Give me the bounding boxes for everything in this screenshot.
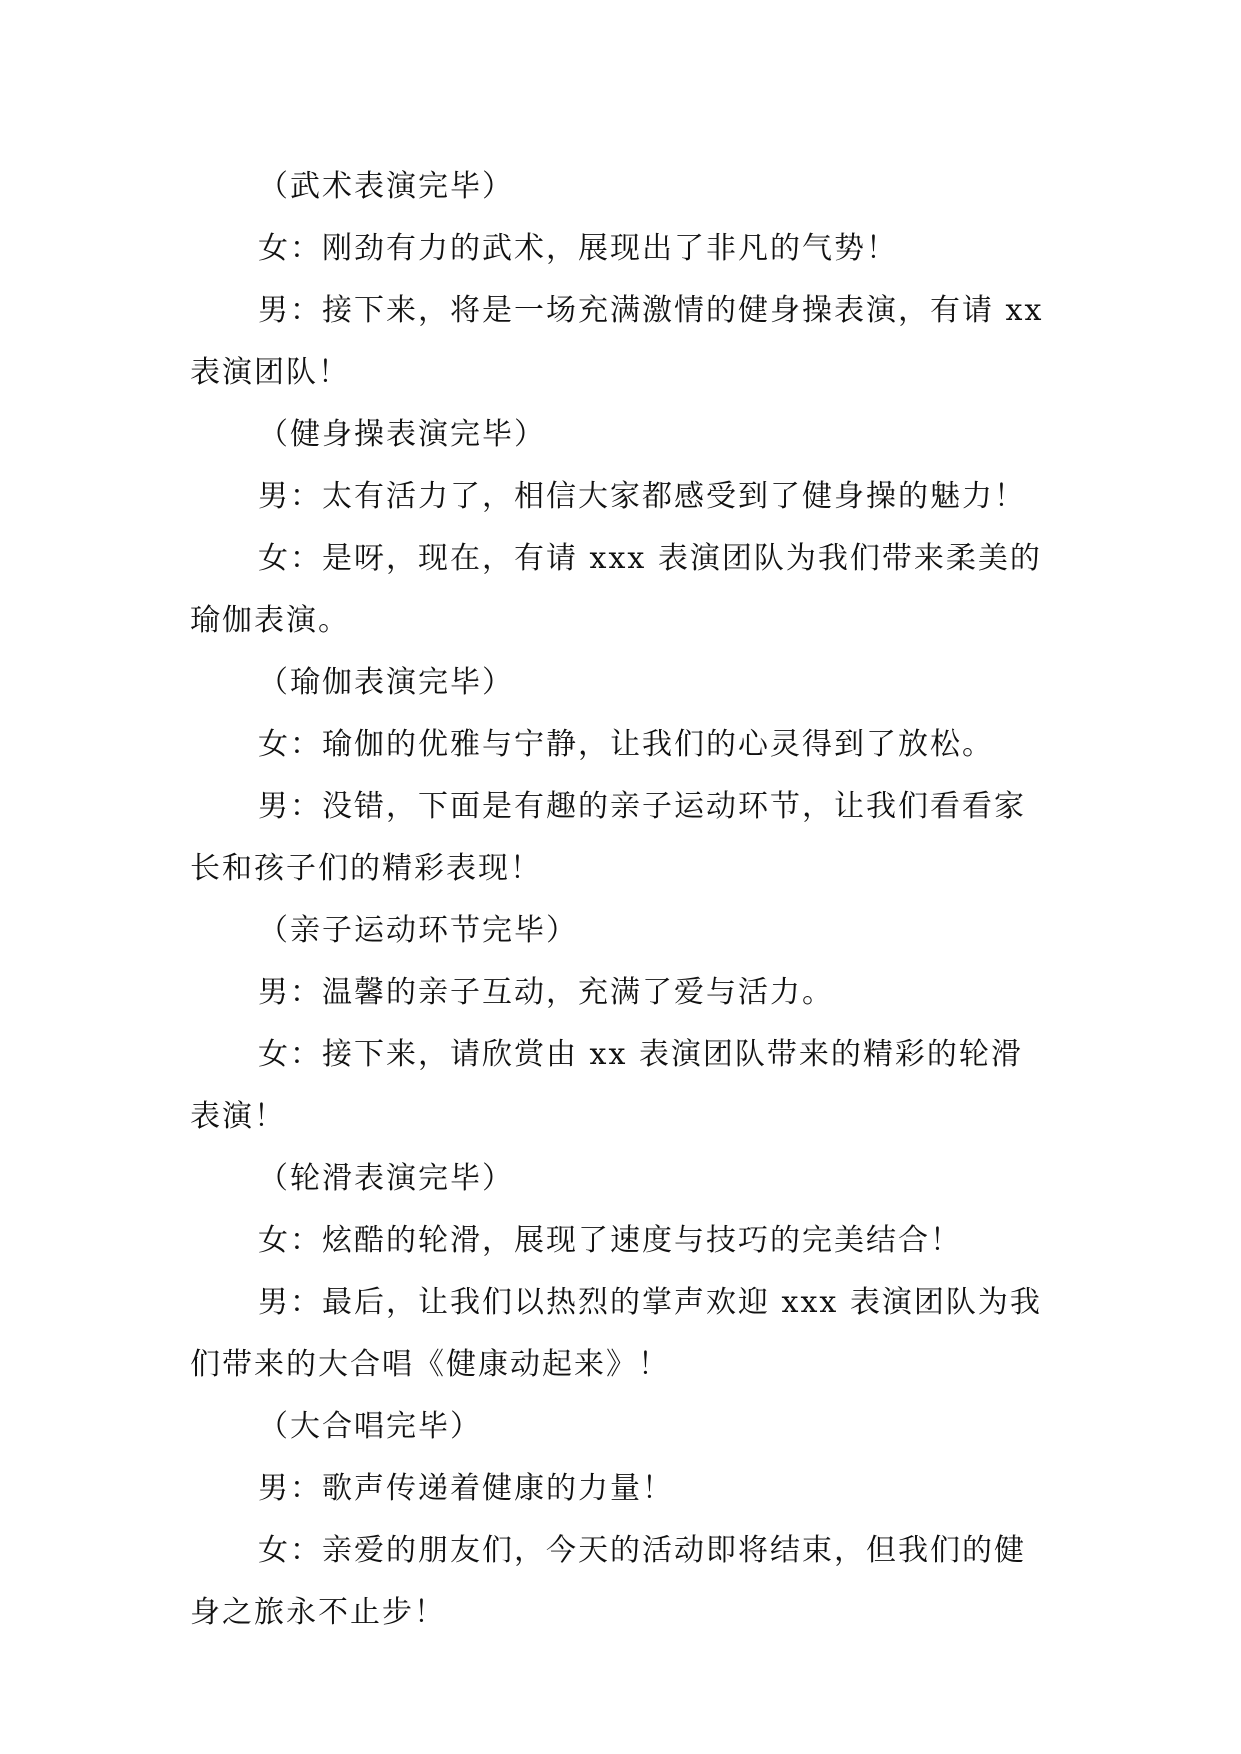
- stage-direction: （武术表演完毕）: [258, 169, 514, 204]
- dialogue-line: 男：歌声传递着健康的力量！: [258, 1471, 674, 1506]
- stage-direction: （瑜伽表演完毕）: [258, 665, 514, 700]
- dialogue-line: 女：亲爱的朋友们，今天的活动即将结束，但我们的健身之旅永不止步！: [190, 1533, 1026, 1630]
- stage-direction: （亲子运动环节完毕）: [258, 913, 578, 948]
- dialogue-line: 男：温馨的亲子互动，充满了爱与活力。: [258, 975, 834, 1010]
- dialogue-line: 男：最后，让我们以热烈的掌声欢迎 xxx 表演团队为我们带来的大合唱《健康动起来》！: [190, 1285, 1042, 1382]
- stage-direction: （轮滑表演完毕）: [258, 1161, 514, 1196]
- dialogue-line: 女：刚劲有力的武术，展现出了非凡的气势！: [258, 231, 898, 266]
- stage-direction: （健身操表演完毕）: [258, 417, 546, 452]
- dialogue-line: 女：是呀，现在，有请 xxx 表演团队为我们带来柔美的瑜伽表演。: [190, 541, 1042, 638]
- dialogue-line: 女：接下来，请欣赏由 xx 表演团队带来的精彩的轮滑表演！: [190, 1037, 1023, 1134]
- dialogue-line: 男：太有活力了，相信大家都感受到了健身操的魅力！: [258, 479, 1026, 514]
- dialogue-line: 男：没错，下面是有趣的亲子运动环节，让我们看看家长和孩子们的精彩表现！: [190, 789, 1026, 886]
- stage-direction: （大合唱完毕）: [258, 1409, 482, 1444]
- document-body: [190, 156, 1054, 1644]
- dialogue-line: 女：炫酷的轮滑，展现了速度与技巧的完美结合！: [258, 1223, 962, 1258]
- dialogue-line: 女：瑜伽的优雅与宁静，让我们的心灵得到了放松。: [258, 727, 994, 762]
- dialogue-line: 男：接下来，将是一场充满激情的健身操表演，有请 xx 表演团队！: [190, 293, 1044, 390]
